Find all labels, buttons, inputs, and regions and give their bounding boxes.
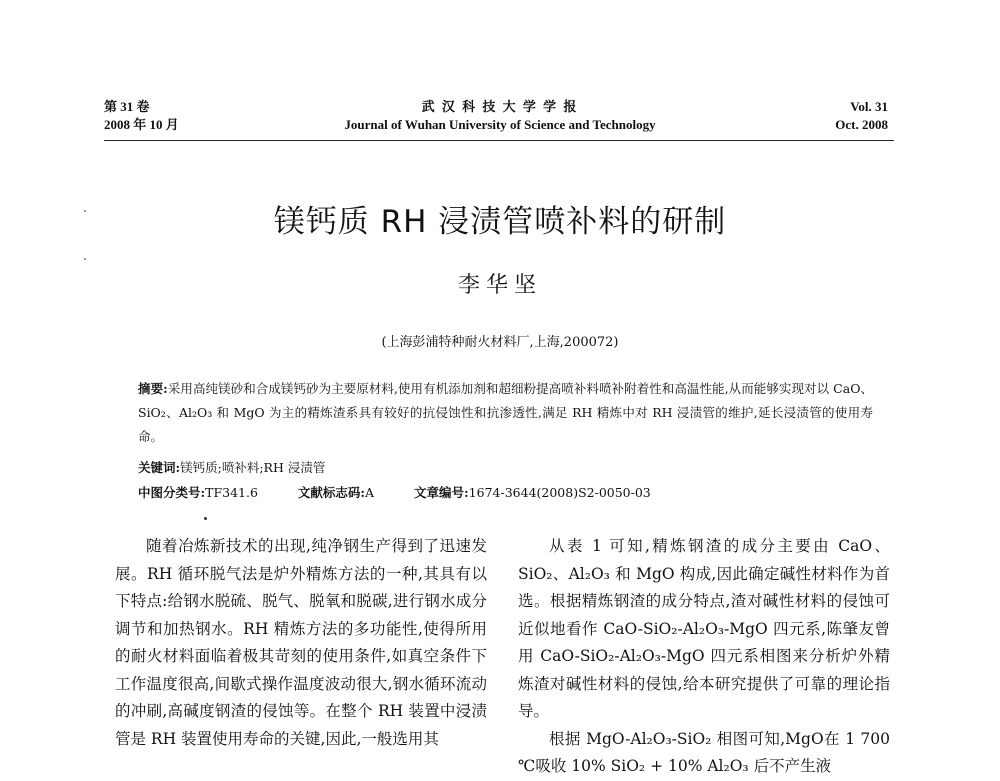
body-right-column (518, 533, 890, 781)
header-rule (104, 140, 894, 141)
journal-name-cn: 武 汉 科 技 大 学 学 报 (421, 99, 579, 114)
keywords-text: 镁钙质;喷补料;RH 浸渍管 (180, 460, 326, 475)
journal-date-en: Oct. 2008 (835, 117, 888, 132)
article-number-value: 1674-3644(2008)S2-0050-03 (468, 485, 651, 500)
journal-date: 2008 年 10 月 (104, 117, 179, 132)
clc-label: 中图分类号: (138, 485, 206, 500)
abstract (138, 377, 873, 449)
journal-volume-en: Vol. 31 (850, 99, 888, 114)
article-title: 镁钙质 RH 浸渍管喷补料的研制 (273, 204, 727, 240)
abstract-text: 采用高纯镁砂和合成镁钙砂为主要原材料,使用有机添加剂和超细粉提高喷补料喷补附着性和高温性能,从而能够实现对以 CaO、SiO₂、Al₂O₃ 和 MgO 为主的精炼渣系具有较好的抗侵蚀性和抗渗透性,满足 RH 精炼中对 RH 浸渍管的维护,延长浸渍管的使用寿命。 (138, 381, 873, 444)
author-affiliation: (上海彭浦特种耐火材料厂,上海,200072) (381, 335, 619, 350)
body-paragraph: 随着冶炼新技术的出现,纯净钢生产得到了迅速发展。RH 循环脱气法是炉外精炼方法的一种,其具有以下特点:给钢水脱硫、脱气、脱氧和脱碳,进行钢水成分调节和加热钢水。RH 精炼方法的多功能性,使得所用的耐火材料面临着极其苛刻的使用条件,如真空条件下工作温度很高,间歇式操作温度波动很大,钢水循环流动的冲刷,高碱度钢渣的侵蚀等。在整个 RH 装置中浸渍管是 RH 装置使用寿命的关键,因此,一般选用其 (115, 537, 487, 748)
article-number-label: 文章编号: (414, 485, 469, 500)
doc-code-label: 文献标志码: (297, 485, 366, 500)
article-number-field (414, 485, 651, 500)
abstract-label: 摘要: (138, 381, 168, 396)
keywords-label: 关键词: (138, 460, 181, 475)
keywords (138, 458, 873, 476)
clc-value: TF341.6 (205, 485, 258, 500)
journal-name-en: Journal of Wuhan University of Science and Technology (344, 117, 656, 132)
body-left-column (115, 533, 487, 753)
classification-row (138, 483, 873, 501)
scan-dot (204, 517, 207, 520)
body-paragraph: 从表 1 可知,精炼钢渣的成分主要由 CaO、SiO₂、Al₂O₃ 和 MgO 构成,因此确定碱性材料作为首选。根据精炼钢渣的成分特点,渣对碱性材料的侵蚀可近似地看作 CaO-SiO₂-Al₂O₃-MgO 四元系,陈肇友曾用 CaO-SiO₂-Al₂O₃-MgO 四元系相图来分析炉外精炼渣对碱性材料的侵蚀,给本研究提供了可靠的理论指导。 (518, 537, 890, 720)
article-author: 李华坚 (457, 273, 542, 298)
doc-code-value: A (365, 485, 375, 500)
journal-volume: 第 31 卷 (104, 99, 150, 114)
clc-field (138, 485, 258, 500)
body-paragraph: 根据 MgO-Al₂O₃-SiO₂ 相图可知,MgO在 1 700 ℃吸收 10% SiO₂ + 10% Al₂O₃ 后不产生液 (518, 729, 890, 775)
scan-mark (84, 258, 86, 260)
doc-code-field (298, 485, 374, 500)
